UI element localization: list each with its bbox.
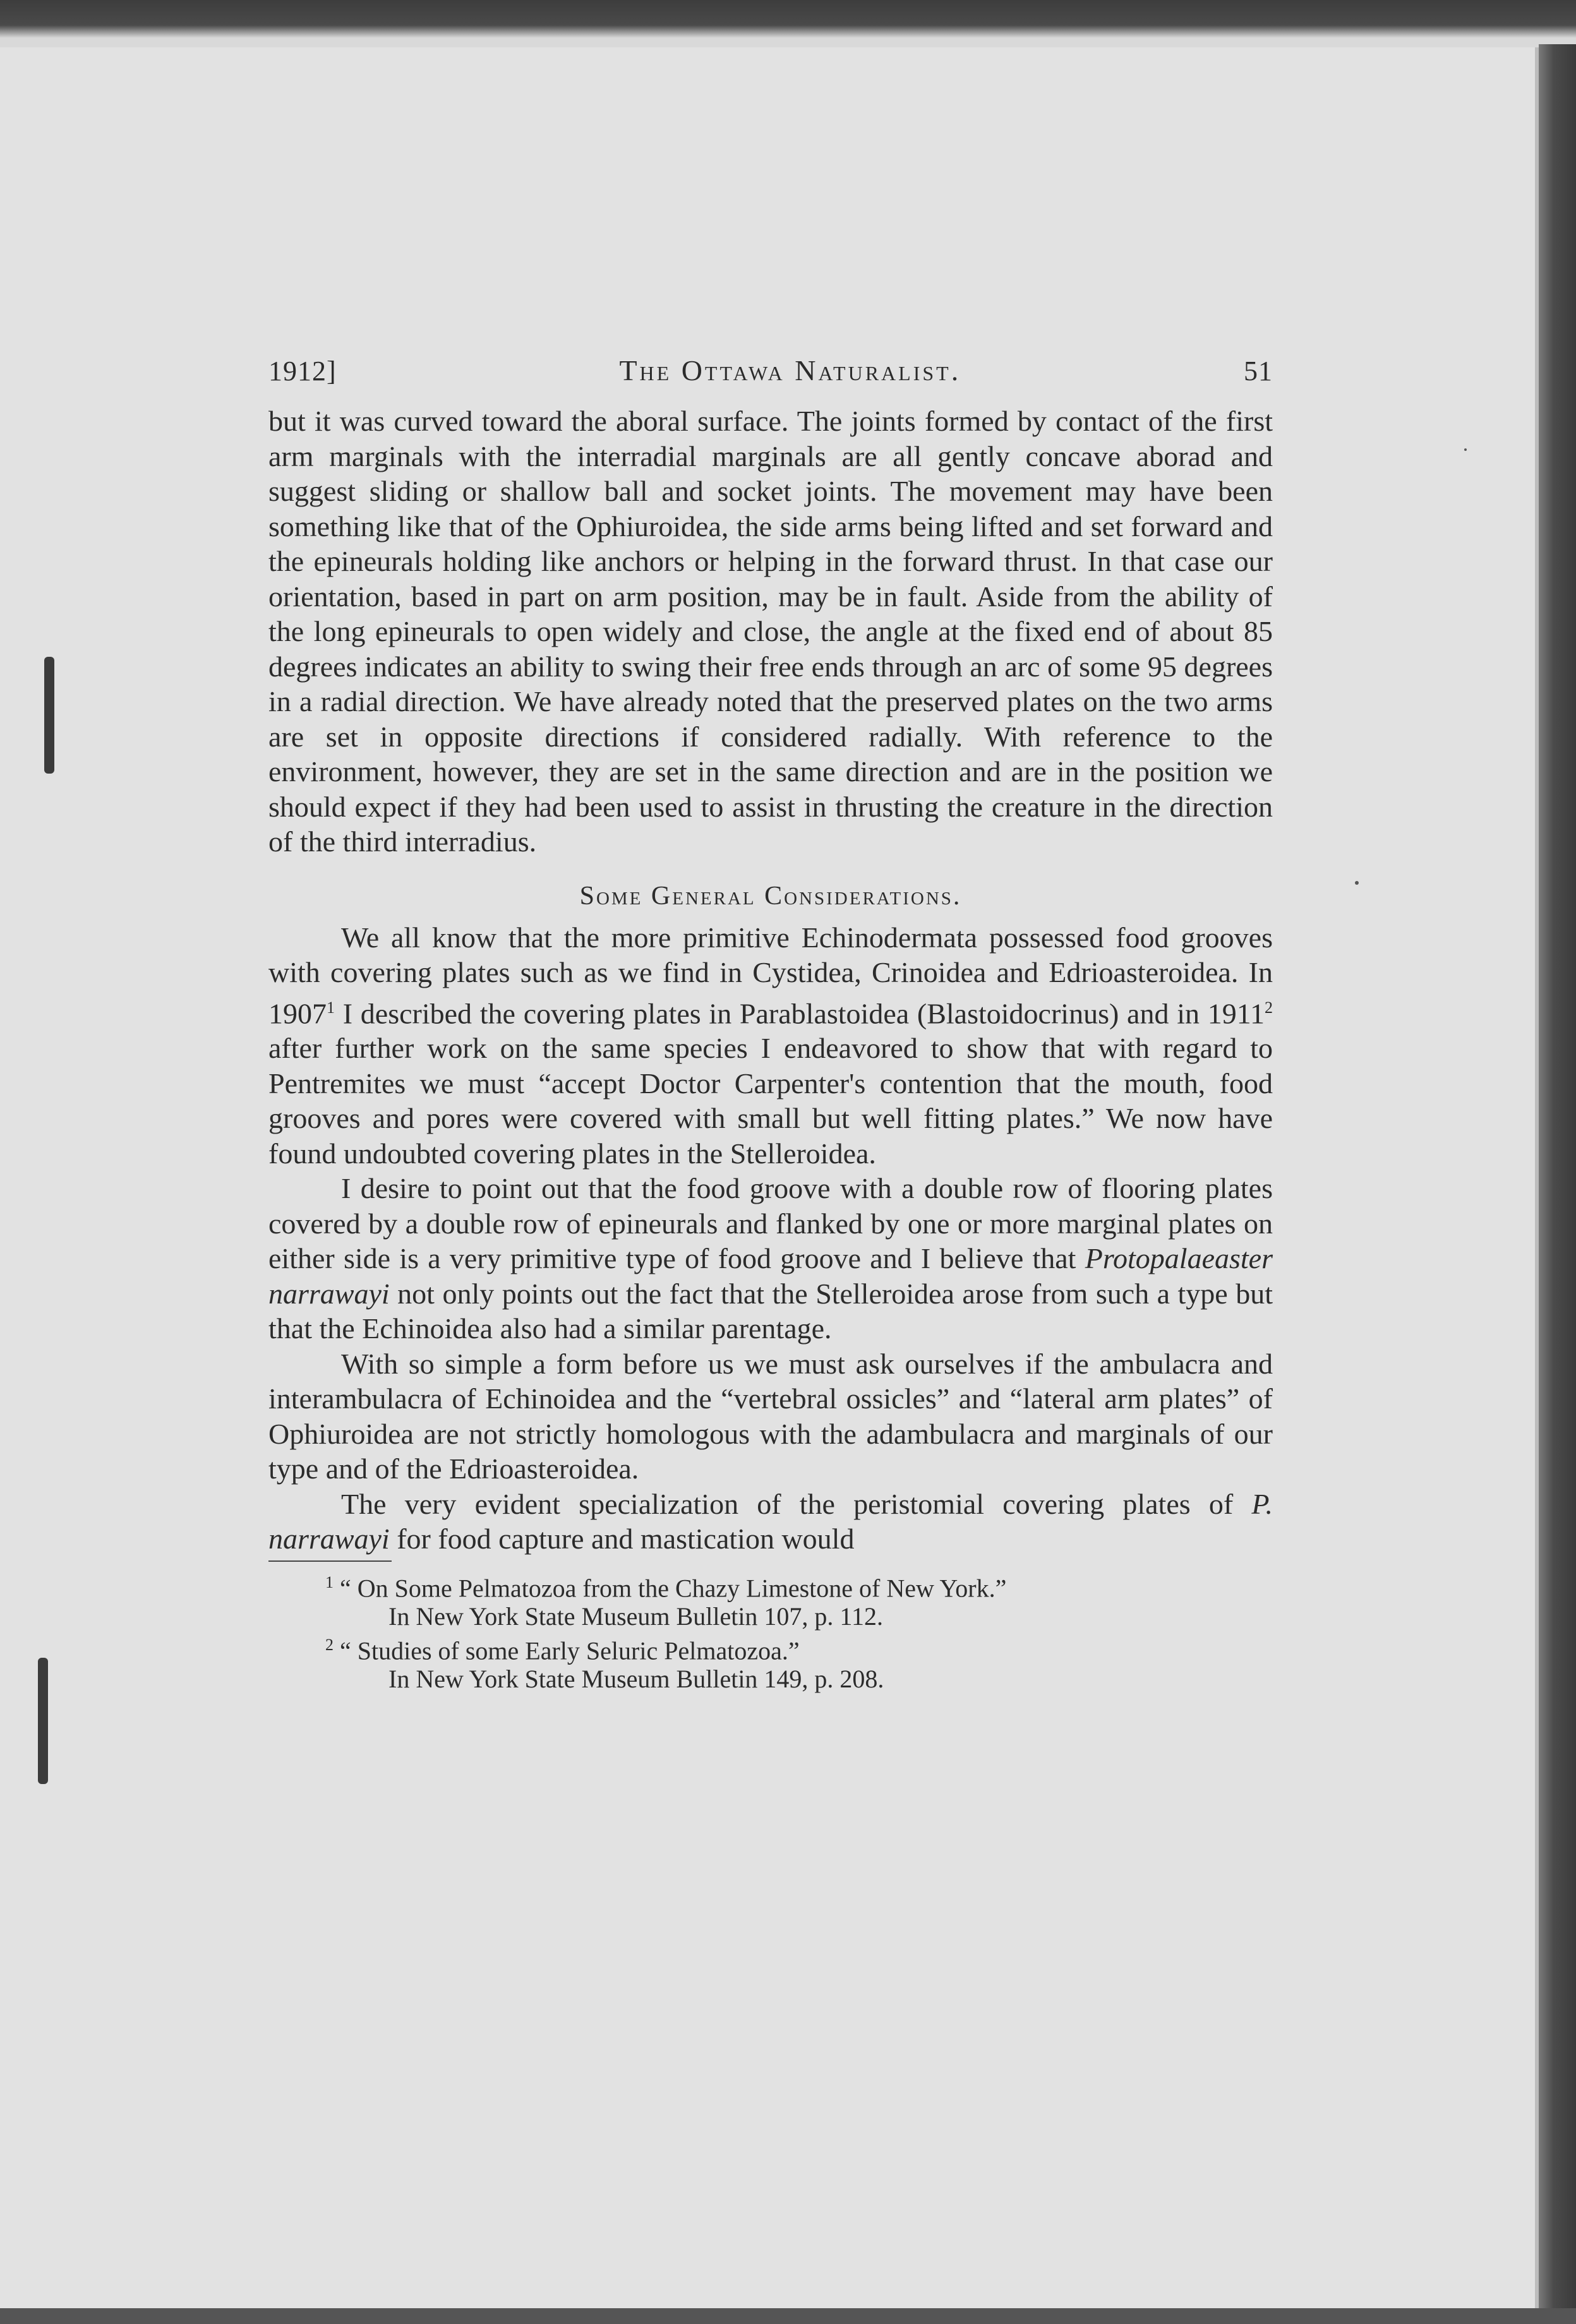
dust-speck	[1464, 448, 1467, 451]
dust-speck	[1355, 881, 1359, 885]
header-year: 1912]	[268, 356, 337, 386]
species-name: Protopalaeaster narrawayi	[268, 1242, 1273, 1310]
footnote-1: $^1$ “ On Some Pelmatozoa from the Chazy Limestone of New York.”	[325, 1572, 1007, 1603]
species-name: P. narrawayi	[268, 1487, 1273, 1555]
footnotes	[268, 1568, 1273, 1694]
running-header	[268, 354, 1273, 387]
page-edge-shadow	[1539, 44, 1576, 2324]
footnote-rule	[268, 1560, 392, 1562]
paragraph-3: I desire to point out that the food groove with a double row of flooring plates covered by a double row of epineurals and flanked by one or more marginal plates on either side is a very primitive type of food groove and I believe that Protopalaeaster narrawayi not only points out the fact that the Stelleroidea arose from such a type but that the Echinoidea also had a similar parentage.	[268, 1172, 1273, 1345]
binding-mark	[38, 1658, 48, 1784]
binding-mark	[44, 657, 54, 774]
paragraph-5: The very evident specialization of the peristomial covering plates of P. narrawayi for food capture and mastication would	[268, 1487, 1273, 1555]
footnote-2: $^2$ “ Studies of some Early Seluric Pelmatozoa.”	[325, 1636, 800, 1665]
paragraph-2: We all know that the more primitive Echinodermata possessed food grooves with covering plates such as we find in Cystidea, Crinoidea and Edrioasteroidea. In 1907$^1$ I described the covering plates in Parablastoidea (Blastoidocrinus) and in 1911$^2$ after further work on the same species I endeavored to show that with regard to Pentremites we must “accept Doctor Carpenter's contention that the mouth, food grooves and pores were covered with small but well fitting plates.” We now have found undoubted covering plates in the Stelleroidea.	[268, 921, 1273, 1170]
header-journal-title: The Ottawa Naturalist.	[619, 354, 961, 386]
section-heading: Some General Considerations.	[579, 881, 962, 911]
footnote-2-source: In New York State Museum Bulletin 149, p. 208.	[388, 1665, 884, 1694]
paragraph-1: but it was curved toward the aboral surface. The joints formed by contact of the first arm marginals with the interradial marginals are all gently concave aborad and suggest sliding or shallow ball and socket joints. The movement may have been something like that of the Ophiuroidea, the side arms being lifted and set forward and the epineurals holding like anchors or helping in the forward thrust. In that case our orientation, based in part on arm position, may be in fault. Aside from the ability of the long epineurals to open widely and close, the angle at the fixed end of about 85 degrees indicates an ability to swing their free ends through an arc of some 95 degrees in a radial direction. We have already noted that the preserved plates on the two arms are set in opposite directions if considered radially. With reference to the environment, however, they are set in the same direction and are in the position we should expect if they had been used to assist in thrusting the creature in the direction of the third interradius.	[268, 405, 1273, 858]
footnote-1-source: In New York State Museum Bulletin 107, p. 112.	[388, 1602, 883, 1631]
journal-page	[268, 354, 1273, 1693]
body-text	[268, 404, 1273, 1557]
page-number: 51	[1243, 356, 1273, 386]
scan-bottom-edge	[0, 2308, 1576, 2324]
footnote-ref-2: 2	[1265, 998, 1273, 1017]
footnote-ref-1: 1	[327, 998, 335, 1017]
paragraph-4: With so simple a form before us we must ask ourselves if the ambulacra and interambulacra of Echinoidea and the “vertebral ossicles” and “lateral arm plates” of Ophiuroidea are not strictly homologous with the adambulacra and marginals of our type and of the Edrioasteroidea.	[268, 1347, 1273, 1485]
